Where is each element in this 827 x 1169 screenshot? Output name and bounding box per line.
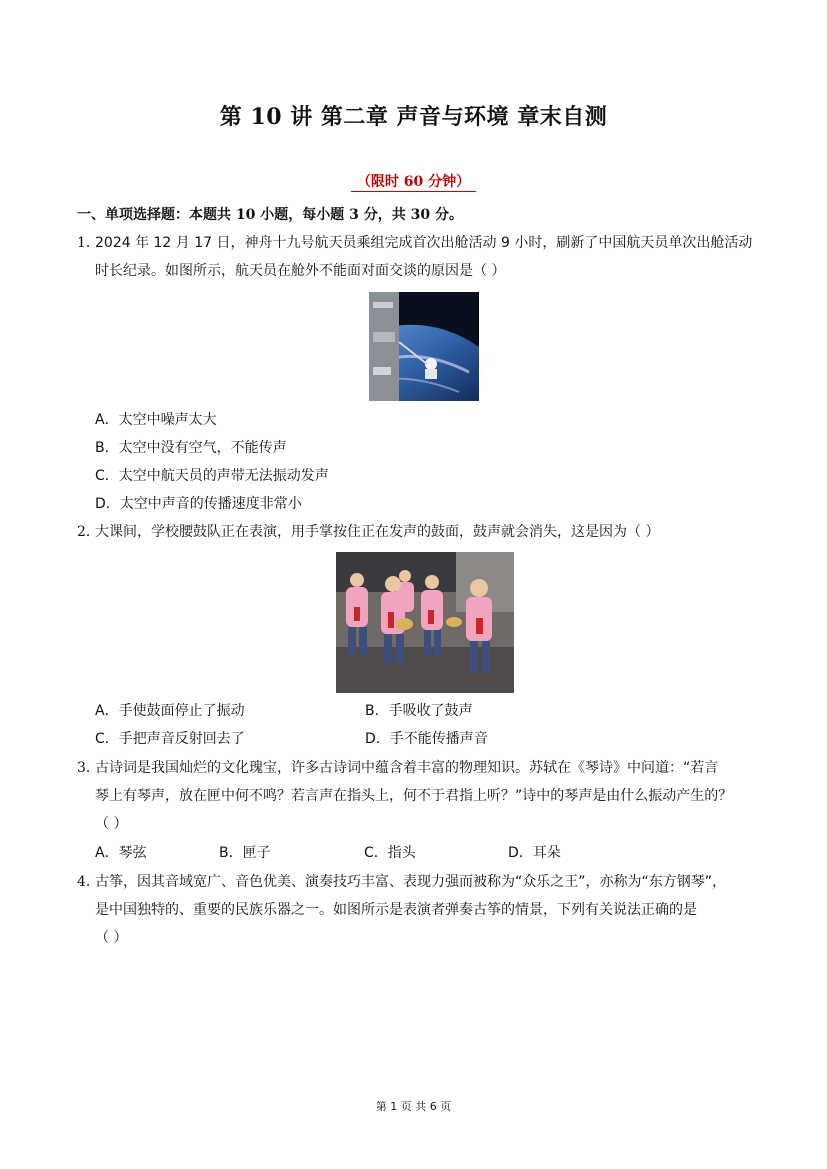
- section-heading: 一、单项选择题：本题共 10 小题，每小题 3 分，共 30 分。: [77, 207, 463, 223]
- question-2-option-a: A．手使鼓面停止了振动: [95, 703, 245, 719]
- question-3-text-line2: 琴上有琴声，放在匣中何不鸣？若言声在指头上，何不于君指上听？”诗中的琴声是由什么振动产生的？: [95, 788, 733, 804]
- question-3-option-b: B．匣子: [219, 845, 271, 861]
- question-3-text-line3: （ ）: [95, 816, 128, 832]
- question-3-option-c: C．指头: [364, 845, 416, 861]
- question-1-option-c: C．太空中航天员的声带无法振动发声: [95, 468, 329, 484]
- question-1-text-line2: 时长纪录。如图所示，航天员在舱外不能面对面交谈的原因是（ ）: [95, 263, 506, 279]
- question-1-option-d: D．太空中声音的传播速度非常小: [95, 496, 302, 512]
- time-limit-text: （限时 60 分钟）: [351, 174, 476, 192]
- question-4-text-line1: 古筝，因其音域宽广、音色优美、演奏技巧丰富、表现力强而被称为“众乐之王”，亦称为“东方钢琴”，: [95, 874, 727, 890]
- question-2-option-b: B．手吸收了鼓声: [365, 703, 473, 719]
- drum-team-performance-image: [336, 552, 514, 693]
- question-2-number: 2．: [77, 524, 100, 540]
- question-3-option-d: D．耳朵: [508, 845, 561, 861]
- question-4-number: 4．: [77, 874, 100, 890]
- page-title: 第 10 讲 第二章 声音与环境 章末自测: [219, 104, 608, 130]
- question-2-option-c: C．手把声音反射回去了: [95, 731, 245, 747]
- question-3-number: 3．: [77, 760, 100, 776]
- question-1-option-a: A．太空中噪声太大: [95, 412, 217, 428]
- page-footer: 第 1 页 共 6 页: [375, 1100, 452, 1113]
- question-4-text-line3: （ ）: [95, 930, 128, 946]
- question-1-text-line1: 2024 年 12 月 17 日，神舟十九号航天员乘组完成首次出舱活动 9 小时，刷新了中国航天员单次出舱活动: [95, 235, 753, 251]
- question-2-option-d: D．手不能传播声音: [365, 731, 488, 747]
- question-4-text-line2: 是中国独特的、重要的民族乐器之一。如图所示是表演者弹奏古筝的情景，下列有关说法正确的是: [95, 902, 697, 918]
- question-1-number: 1．: [77, 235, 100, 251]
- question-2-text-line1: 大课间，学校腰鼓队正在表演，用手掌按住正在发声的鼓面，鼓声就会消失，这是因为（ ）: [95, 524, 660, 540]
- question-3-option-a: A．琴弦: [95, 845, 147, 861]
- time-limit: [0, 171, 827, 191]
- astronaut-spacewalk-image: [369, 292, 479, 401]
- question-3-text-line1: 古诗词是我国灿烂的文化瑰宝，许多古诗词中蕴含着丰富的物理知识。苏轼在《琴诗》中问道：“若言: [95, 760, 719, 776]
- question-1-option-b: B．太空中没有空气，不能传声: [95, 440, 287, 456]
